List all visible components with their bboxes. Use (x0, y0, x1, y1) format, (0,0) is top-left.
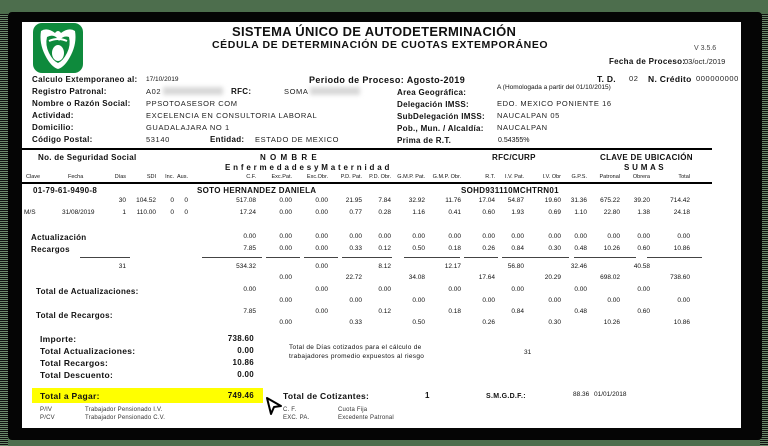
row-value: 1.10 (574, 209, 587, 216)
rec-lower: 0.00 (279, 319, 292, 326)
subtotal-lower: 698.02 (600, 274, 620, 281)
actividad-value: EXCELENCIA EN CONSULTORIA LABORAL (146, 111, 318, 120)
rec-upper: 0.60 (637, 308, 650, 315)
column-header: I.V. Obr (542, 174, 561, 180)
subtotal-rule (342, 257, 392, 258)
row-value: 0.69 (548, 209, 561, 216)
nombre-header: N O M B R E (260, 153, 318, 162)
row-value: 0.00 (315, 197, 328, 204)
recargos-value: 0.26 (482, 245, 495, 252)
subtotal-rule (502, 257, 534, 258)
actualizacion-value: 0.00 (448, 233, 461, 240)
dias-cotizados-value: 31 (524, 349, 532, 356)
rec-lower: 10.86 (673, 319, 690, 326)
row-value: 21.95 (345, 197, 362, 204)
legend-code-cf: C. F. (283, 407, 297, 413)
header-rule-top (22, 148, 712, 150)
subdelegacion-label: SubDelegación IMSS: (397, 112, 485, 121)
area-label: Area Geográfica: (397, 88, 467, 97)
nombre-label: Nombre o Razón Social: (32, 99, 131, 108)
column-header: Fecha (68, 174, 84, 180)
smgdf-date: 01/01/2018 (594, 391, 627, 398)
row-value: 24.18 (673, 209, 690, 216)
actualizacion-value: 0.00 (315, 233, 328, 240)
nombre-value: PPSOTOASESOR COM (146, 99, 238, 108)
legend-desc-piv: Trabajador Pensionado I.V. (85, 407, 163, 413)
dias-cotizados-text-1: Total de Días cotizados para el cálculo de (289, 344, 422, 351)
importe-label: Importe: (40, 334, 77, 344)
column-header: Exc.Obr. (306, 174, 328, 180)
nss-header: No. de Seguridad Social (38, 153, 137, 162)
legend-code-pcv: P/CV (40, 415, 55, 421)
subtotal-upper: 0.00 (315, 263, 328, 270)
td-value: 02 (629, 74, 639, 83)
subtotal-rule (677, 257, 702, 258)
subtotal-rule (80, 257, 130, 258)
subtotal-lower: 738.60 (670, 274, 690, 281)
row-value: 54.87 (507, 197, 524, 204)
domicilio-label: Domicilio: (32, 123, 74, 132)
subtotal-lower: 22.72 (345, 274, 362, 281)
cp-value: 53140 (146, 135, 170, 144)
recargos-label: Recargos (31, 245, 70, 254)
recargos-value: 0.48 (574, 245, 587, 252)
subtotal-rule (202, 257, 262, 258)
total-cotizantes-label: Total de Cotizantes: (283, 391, 370, 401)
entidad-value: ESTADO DE MEXICO (255, 135, 340, 144)
rfc-label: RFC: (231, 87, 252, 96)
dias-cotizados-text-2: trabajadores promedio expuestos al riesgo (289, 353, 425, 360)
importe-value: 738.60 (227, 334, 254, 343)
document-title: SISTEMA ÚNICO DE AUTODETERMINACIÓN (232, 24, 517, 39)
legend-desc-cf: Cuota Fija (338, 407, 368, 413)
actualizacion-value: 0.00 (378, 233, 391, 240)
actualizacion-value: 0.00 (412, 233, 425, 240)
column-header: Patronal (599, 174, 620, 180)
subdelegacion-value: NAUCALPAN 05 (497, 111, 560, 120)
total-pagar-value: 749.46 (227, 391, 254, 400)
act-upper: 0.00 (511, 286, 524, 293)
act-lower: 0.00 (607, 297, 620, 304)
credito-value: 000000000 (696, 74, 739, 83)
delegacion-label: Delegación IMSS: (397, 100, 469, 109)
actualizacion-value: 0.00 (511, 233, 524, 240)
prima-label: Prima de R.T. (397, 136, 452, 145)
column-header: P.D. Obr. (369, 174, 391, 180)
subtotal-upper: 8.12 (378, 263, 391, 270)
rfc-redacted (310, 87, 360, 95)
recargos-value: 0.00 (315, 245, 328, 252)
recargos-value: 0.60 (637, 245, 650, 252)
act-lower: 0.00 (279, 297, 292, 304)
worker-nss: 01-79-61-9490-8 (33, 186, 98, 195)
row-value: 22.80 (603, 209, 620, 216)
legend-code-excpa: EXC. PA. (283, 415, 310, 421)
column-header: Clave (26, 174, 41, 180)
registro-label: Registro Patronal: (32, 87, 107, 96)
row-value: 39.20 (633, 197, 650, 204)
rec-lower: 10.26 (603, 319, 620, 326)
subtotal-lower: 0.00 (279, 274, 292, 281)
row-value: 1.93 (511, 209, 524, 216)
total-descuento-value: 0.00 (237, 370, 254, 379)
rec-lower: 0.30 (548, 319, 561, 326)
credito-label: N. Crédito (648, 74, 692, 84)
act-lower: 0.00 (412, 297, 425, 304)
registro-redacted (163, 87, 223, 95)
worker-name: SOTO HERNANDEZ DANIELA (197, 186, 317, 195)
subtotal-lower: 20.29 (544, 274, 561, 281)
actualizacion-value: 0.00 (243, 233, 256, 240)
column-header: C.F. (246, 174, 256, 180)
actualizacion-value: 0.00 (349, 233, 362, 240)
act-upper: 0.00 (448, 286, 461, 293)
row-value: 17.24 (239, 209, 256, 216)
recargos-value: 10.26 (603, 245, 620, 252)
act-lower: 0.00 (548, 297, 561, 304)
subtotal-rule (304, 257, 338, 258)
row-value: 19.60 (544, 197, 561, 204)
document-page (22, 22, 741, 428)
subtotal-dias: 31 (118, 263, 126, 270)
subtotal-rule (604, 257, 636, 258)
calculo-label: Calculo Extemporaneo al: (32, 75, 138, 84)
row-inc: 0 (170, 197, 174, 204)
total-recargos-summary-value: 10.86 (232, 358, 254, 367)
subtotal-upper: 534.32 (236, 263, 256, 270)
column-header: G.M.P. Obr. (432, 174, 461, 180)
rfc-value: SOMA (284, 87, 309, 96)
cp-label: Código Postal: (32, 135, 93, 144)
row-value: 0.00 (279, 209, 292, 216)
column-header: Aus. (176, 174, 188, 180)
header-rule-bottom (22, 182, 712, 184)
total-recargos-summary-label: Total Recargos: (40, 358, 109, 368)
column-header: P.D. Pat. (340, 174, 362, 180)
recargos-value: 7.85 (243, 245, 256, 252)
row-sdi: 104.52 (136, 197, 156, 204)
act-upper: 0.00 (315, 286, 328, 293)
document-subtitle: CÉDULA DE DETERMINACIÓN DE CUOTAS EXTEMPORÁNEO (212, 39, 549, 51)
row-value: 31.36 (570, 197, 587, 204)
act-upper: 0.00 (637, 286, 650, 293)
act-lower: 0.00 (482, 297, 495, 304)
column-header: R.T. (485, 174, 495, 180)
actualizacion-value: 0.00 (677, 233, 690, 240)
subtotal-upper: 12.17 (444, 263, 461, 270)
rec-upper: 0.00 (315, 308, 328, 315)
act-lower: 0.00 (677, 297, 690, 304)
td-label: T. D. (597, 74, 616, 84)
recargos-value: 0.33 (349, 245, 362, 252)
registro-value: A02 (146, 87, 162, 96)
column-header: SDI (146, 174, 156, 180)
actualizacion-value: 0.00 (574, 233, 587, 240)
row-value: 7.84 (378, 197, 391, 204)
domicilio-value: GUADALAJARA NO 1 (146, 123, 230, 132)
row-value: 0.00 (315, 209, 328, 216)
row-dias: 30 (118, 197, 126, 204)
subtotal-lower: 17.64 (478, 274, 495, 281)
row-aus: 0 (184, 209, 188, 216)
recargos-value: 10.86 (673, 245, 690, 252)
column-header: G.M.P. Pat. (397, 174, 425, 180)
rec-upper: 7.85 (243, 308, 256, 315)
mouse-cursor-icon (265, 396, 283, 416)
total-actualizaciones-summary-value: 0.00 (237, 346, 254, 355)
subtotal-rule (464, 257, 498, 258)
row-value: 0.00 (279, 197, 292, 204)
imss-logo-icon (33, 23, 83, 73)
column-header: I.V. Pat. (504, 174, 524, 180)
actualizacion-label: Actualización (31, 233, 87, 242)
row-value: 675.22 (600, 197, 620, 204)
total-recargos-label: Total de Recargos: (36, 311, 113, 320)
legend-desc-pcv: Trabajador Pensionado C.V. (85, 415, 166, 421)
row-fecha: 31/08/2019 (62, 209, 95, 216)
rec-upper: 0.12 (378, 308, 391, 315)
sumas-header: S U M A S (624, 163, 664, 172)
total-descuento-label: Total Descuento: (40, 370, 114, 380)
rec-upper: 0.18 (448, 308, 461, 315)
row-value: 0.28 (378, 209, 391, 216)
calculo-value: 17/10/2019 (146, 76, 179, 83)
row-sdi: 110.00 (136, 209, 156, 216)
row-value: 1.16 (412, 209, 425, 216)
subtotal-rule (574, 257, 604, 258)
column-header: Inc. (165, 174, 174, 180)
recargos-value: 0.18 (448, 245, 461, 252)
subtotal-rule (647, 257, 677, 258)
total-pagar-label: Total a Pagar: (40, 391, 100, 401)
periodo-proceso: Periodo de Proceso: Agosto-2019 (309, 75, 466, 85)
column-header: Total (678, 174, 690, 180)
worker-curp: SOHD931110MCHTRN01 (461, 186, 559, 195)
total-cotizantes-value: 1 (425, 391, 430, 400)
subtotal-upper: 56.80 (507, 263, 524, 270)
row-inc: 0 (170, 209, 174, 216)
subtotal-upper: 32.46 (570, 263, 587, 270)
version-label: V 3.5.6 (694, 45, 717, 52)
poblacion-value: NAUCALPAN (497, 123, 548, 132)
row-value: 517.08 (236, 197, 256, 204)
subtotal-rule (534, 257, 569, 258)
rfc-curp-header: RFC/CURP (492, 153, 536, 162)
prima-value: 0.54355% (498, 137, 530, 144)
actualizacion-value: 0.00 (637, 233, 650, 240)
column-header: Obrera (632, 174, 650, 180)
row-value: 32.92 (408, 197, 425, 204)
fecha-proceso-label: Fecha de Proceso: (609, 57, 686, 66)
act-upper: 0.00 (378, 286, 391, 293)
row-value: 0.77 (349, 209, 362, 216)
total-actualizaciones-label: Total de Actualizaciones: (36, 287, 139, 296)
row-value: 0.41 (448, 209, 461, 216)
row-value: 714.42 (670, 197, 690, 204)
delegacion-value: EDO. MEXICO PONIENTE 16 (497, 99, 612, 108)
poblacion-label: Pob., Mun. / Alcaldía: (397, 124, 484, 133)
left-edge-stripe (0, 14, 8, 446)
row-value: 17.04 (478, 197, 495, 204)
actualizacion-value: 0.00 (607, 233, 620, 240)
fecha-proceso-value: 03/oct./2019 (684, 57, 726, 66)
rec-lower: 0.50 (412, 319, 425, 326)
act-upper: 0.00 (574, 286, 587, 293)
recargos-value: 0.50 (412, 245, 425, 252)
recargos-value: 0.30 (548, 245, 561, 252)
entidad-label: Entidad: (210, 135, 245, 144)
row-value: 11.76 (445, 197, 461, 204)
legend-code-piv: P/IV (40, 407, 53, 413)
actualizacion-value: 0.00 (279, 233, 292, 240)
act-lower: 0.00 (349, 297, 362, 304)
rec-lower: 0.26 (482, 319, 495, 326)
recargos-value: 0.12 (378, 245, 391, 252)
smgdf-label: S.M.G.D.F.: (486, 393, 526, 400)
total-actualizaciones-summary-label: Total Actualizaciones: (40, 346, 136, 356)
clave-ubicacion-header: CLAVE DE UBICACIÓN (600, 153, 693, 162)
rec-lower: 0.33 (349, 319, 362, 326)
legend-desc-excpa: Excedente Patronal (338, 415, 394, 421)
smgdf-value: 88.36 (573, 391, 590, 398)
subtotal-rule (266, 257, 300, 258)
actualizacion-value: 0.00 (482, 233, 495, 240)
rec-upper: 0.48 (574, 308, 587, 315)
recargos-value: 0.00 (279, 245, 292, 252)
area-value: A (Homologada a partir del 01/10/2015) (497, 84, 611, 91)
subtotal-upper: 40.58 (633, 263, 650, 270)
subtotal-rule (404, 257, 460, 258)
subtotal-lower: 34.08 (408, 274, 425, 281)
row-dias: 1 (122, 209, 126, 216)
row-aus: 0 (184, 197, 188, 204)
enfermedades-header: E n f e r m e d a d e s y M a t e r n i d a d (225, 163, 390, 172)
recargos-value: 0.84 (511, 245, 524, 252)
actividad-label: Actividad: (32, 111, 74, 120)
actualizacion-value: 0.00 (548, 233, 561, 240)
row-value: 1.38 (637, 209, 650, 216)
column-header: Días (114, 174, 126, 180)
row-value: 0.60 (482, 209, 495, 216)
column-header: Exc.Pat. (271, 174, 292, 180)
act-upper: 0.00 (243, 286, 256, 293)
column-header: G.P.S. (571, 174, 587, 180)
row-clave: M/S (24, 209, 36, 216)
rec-upper: 0.84 (511, 308, 524, 315)
